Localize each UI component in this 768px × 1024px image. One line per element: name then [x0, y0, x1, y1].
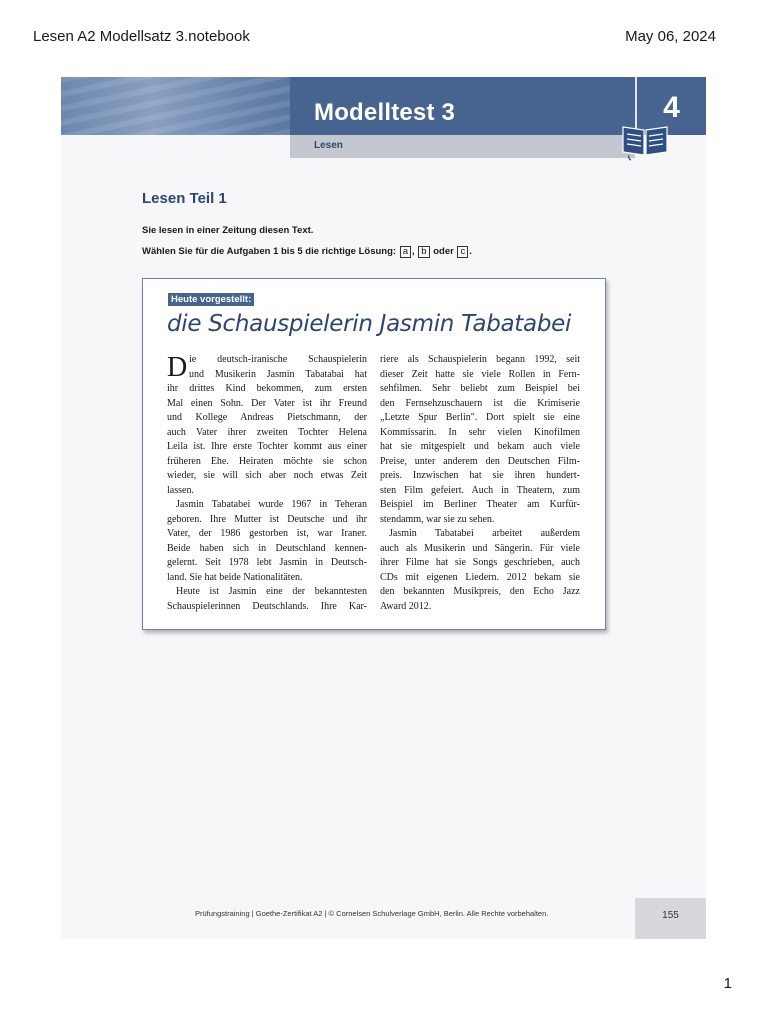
article-line: und Musikerin Jasmin Tabatabai hat — [189, 368, 367, 380]
article-line: Kommissarin. In sehr vielen Kinofilmen — [380, 426, 580, 438]
article-headline: die Schauspielerin Jasmin Tabatabei — [167, 311, 572, 337]
footer-text: Prüfungstraining | Goethe-Zertifikat A2 | © Cornelsen Schulverlage GmbH, Berlin. Alle Rechte vorbehalten. — [195, 909, 549, 918]
article-line: geboren. Ihre Mutter ist Deutsche und ihr — [167, 513, 367, 525]
chapter-number: 4 — [637, 77, 706, 135]
article-line: land. Sie hat beide Nationalitäten. — [167, 571, 303, 583]
article-line: wieder, sie will sich aber noch etwas Zeit — [167, 470, 367, 481]
article-line: Jasmin Tabatabei wurde 1967 in Teheran — [176, 499, 367, 510]
article-kicker: Heute vorgestellt: — [168, 293, 254, 306]
article-line: sehfilmen. Sehr beliebt zum Beispiel bei — [380, 383, 580, 394]
article-line: sten Film gefeiert. Auch in Theatern, zum — [380, 484, 580, 496]
article-line: stendamm, war sie zu sehen. — [380, 513, 495, 525]
article-line: Vater, der 1986 gestorben ist, war Iraner. — [167, 528, 367, 539]
article-column-left — [167, 353, 367, 614]
instruction-end-punct: . — [469, 246, 472, 257]
article-line: Preise, unter anderem den Deutschen Film- — [380, 455, 580, 467]
article-dropcap: D — [167, 352, 188, 383]
textbook-page — [61, 77, 706, 939]
instruction-or-text: oder — [433, 246, 454, 257]
instruction-choose-answer: Wählen Sie für die Aufgaben 1 bis 5 die richtige Lösung: a , b oder c . — [142, 246, 472, 257]
article-line: Jasmin Tabatabei arbeitet außerdem — [389, 528, 580, 539]
article-line: dieser Zeit hatte sie viele Rollen in Fern- — [380, 368, 580, 380]
notebook-date: May 06, 2024 — [625, 28, 716, 45]
subheader-label: Lesen — [314, 140, 343, 151]
instruction-choose-text: Wählen Sie für die Aufgaben 1 bis 5 die richtige Lösung: — [142, 246, 397, 257]
option-c-box: c — [457, 246, 468, 258]
article-line: Leila ist. Ihre erste Tochter kommt aus einer — [167, 441, 367, 452]
article-line: Beide haben sich in Deutschland kennen- — [167, 542, 367, 554]
newspaper-article — [142, 278, 606, 630]
article-line: „Letzte Spur Berlin". Dort spielt sie eine — [380, 412, 580, 423]
article-line: lassen. — [167, 484, 194, 496]
article-line: Beispiel im Berliner Theater am Kurfür- — [380, 499, 580, 510]
article-line: Award 2012. — [380, 600, 432, 612]
article-line: ihrer Filme hat sie Songs geschrieben, auch — [380, 557, 580, 568]
article-line: Mal einen Sohn. Der Vater ist ihr Freund — [167, 397, 367, 409]
article-line: Schauspielerinnen Deutschlands. Ihre Kar- — [167, 600, 367, 612]
article-line: und Kollege Andreas Pietschmann, der — [167, 412, 367, 423]
article-line: den bekannten Musikpreis, den Echo Jazz — [380, 586, 580, 597]
article-line: preis. Inzwischen hat sie ihren hundert- — [380, 470, 580, 481]
header-stripes — [61, 77, 290, 135]
notebook-title: Lesen A2 Modellsatz 3.notebook — [33, 28, 250, 45]
article-line: gelernt. Seit 1978 lebt Jasmin in Deutsch- — [167, 557, 367, 568]
footer-page-number: 155 — [635, 898, 706, 939]
article-line: auch als Musikerin und Sängerin. Für viele — [380, 542, 580, 554]
article-line: riere als Schauspielerin begann 1992, seit — [380, 354, 580, 365]
open-book-icon — [619, 121, 671, 161]
article-line: ihr drittes Kind bekommen, zum ersten — [167, 383, 367, 394]
header-title: Modelltest 3 — [314, 99, 456, 126]
option-a-box: a — [400, 246, 411, 258]
option-b-box: b — [418, 246, 429, 258]
article-line: den Fernsehzuschauern ist die Krimiserie — [380, 397, 580, 409]
article-column-right — [380, 353, 580, 614]
article-line: früheren Ehe. Heiraten möchte sie schon — [167, 455, 367, 467]
article-line: ie deutsch-iranische Schauspielerin — [189, 354, 367, 365]
article-line: Heute ist Jasmin eine der bekanntesten — [176, 586, 367, 597]
instruction-read-text: Sie lesen in einer Zeitung diesen Text. — [142, 225, 314, 236]
article-line: auch Vater ihrer zweiten Tochter Helena — [167, 426, 367, 438]
article-line: hat sie mitgespielt und bekam auch viele — [380, 441, 580, 452]
section-title: Lesen Teil 1 — [142, 190, 227, 207]
article-line: CDs mit eigenen Liedern. 2012 bekam sie — [380, 571, 580, 583]
screen-page-number: 1 — [723, 975, 732, 992]
